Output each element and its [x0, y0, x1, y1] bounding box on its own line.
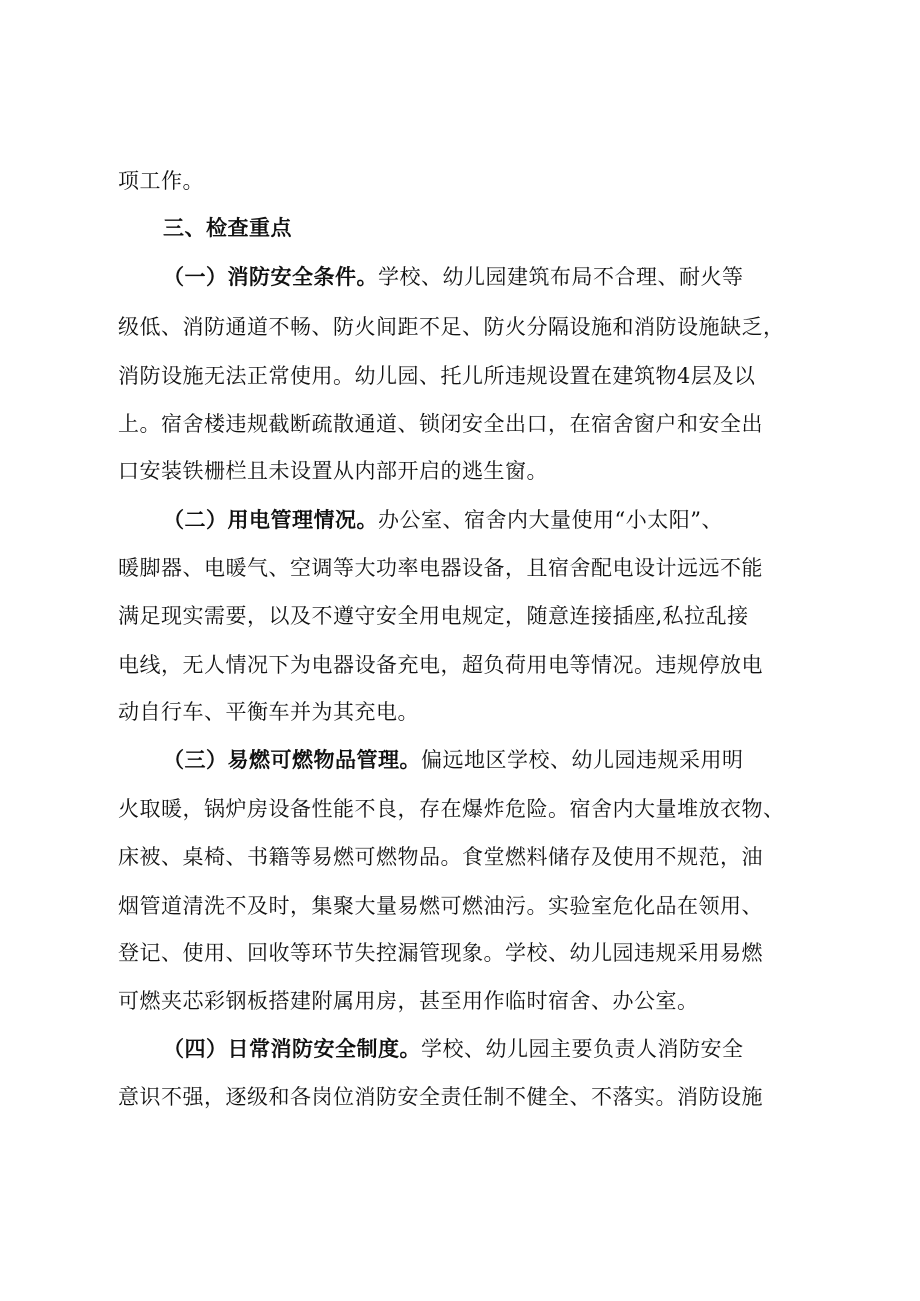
paragraph-line: 上。宿舍楼违规截断疏散通道、锁闭安全出口，在宿舍窗户和安全出 [118, 412, 763, 436]
paragraph-line: 火取暖，锅炉房设备性能不良，存在爆炸危险。宿舍内大量堆放衣物、 [118, 797, 785, 821]
paragraph-line: 动自行车、平衡车并为其充电。 [118, 700, 419, 724]
paragraph-line: （二）用电管理情况。办公室、宿舍内大量使用“小太阳”、 [163, 508, 723, 532]
paragraph-lead: （二）用电管理情况。 [163, 508, 378, 532]
paragraph-lead: （一）消防安全条件。 [163, 265, 378, 289]
paragraph-line: 登记、使用、回收等环节失控漏管现象。学校、幼儿园违规采用易燃 [118, 941, 763, 965]
paragraph-line: 烟管道清洗不及时，集聚大量易燃可燃油污。实验室危化品在领用、 [118, 894, 763, 918]
paragraph-lead: （三）易燃可燃物品管理。 [163, 748, 421, 772]
paragraph-line: 消防设施无法正常使用。幼儿园、托儿所违规设置在建筑物4层及以 [118, 364, 756, 388]
paragraph-line: 床被、桌椅、书籍等易燃可燃物品。食堂燃料储存及使用不规范，油 [118, 845, 763, 869]
paragraph-line: （三）易燃可燃物品管理。偏远地区学校、幼儿园违规采用明 [163, 748, 744, 772]
paragraph-line: （一）消防安全条件。学校、幼儿园建筑布局不合理、耐火等 [163, 265, 744, 289]
paragraph-line: 满足现实需要，以及不遵守安全用电规定，随意连接插座,私拉乱接 [118, 604, 749, 628]
paragraph-line: 电线，无人情况下为电器设备充电，超负荷用电等情况。违规停放电 [118, 653, 763, 677]
section-heading: 三、检查重点 [163, 216, 292, 240]
text-line: 项工作。 [118, 169, 204, 193]
paragraph-line: 级低、消防通道不畅、防火间距不足、防火分隔设施和消防设施缺乏， [118, 315, 785, 339]
paragraph-line: 意识不强，逐级和各岗位消防安全责任制不健全、不落实。消防设施 [118, 1085, 763, 1109]
paragraph-lead: （四）日常消防安全制度。 [163, 1037, 421, 1061]
paragraph-line: 暖脚器、电暖气、空调等大功率电器设备，且宿舍配电设计远远不能 [118, 556, 763, 580]
paragraph-line: 口安装铁栅栏且未设置从内部开启的逃生窗。 [118, 459, 548, 483]
paragraph-line: 可燃夹芯彩钢板搭建附属用房，甚至用作临时宿舍、办公室。 [118, 989, 699, 1013]
paragraph-line: （四）日常消防安全制度。学校、幼儿园主要负责人消防安全 [163, 1037, 744, 1061]
